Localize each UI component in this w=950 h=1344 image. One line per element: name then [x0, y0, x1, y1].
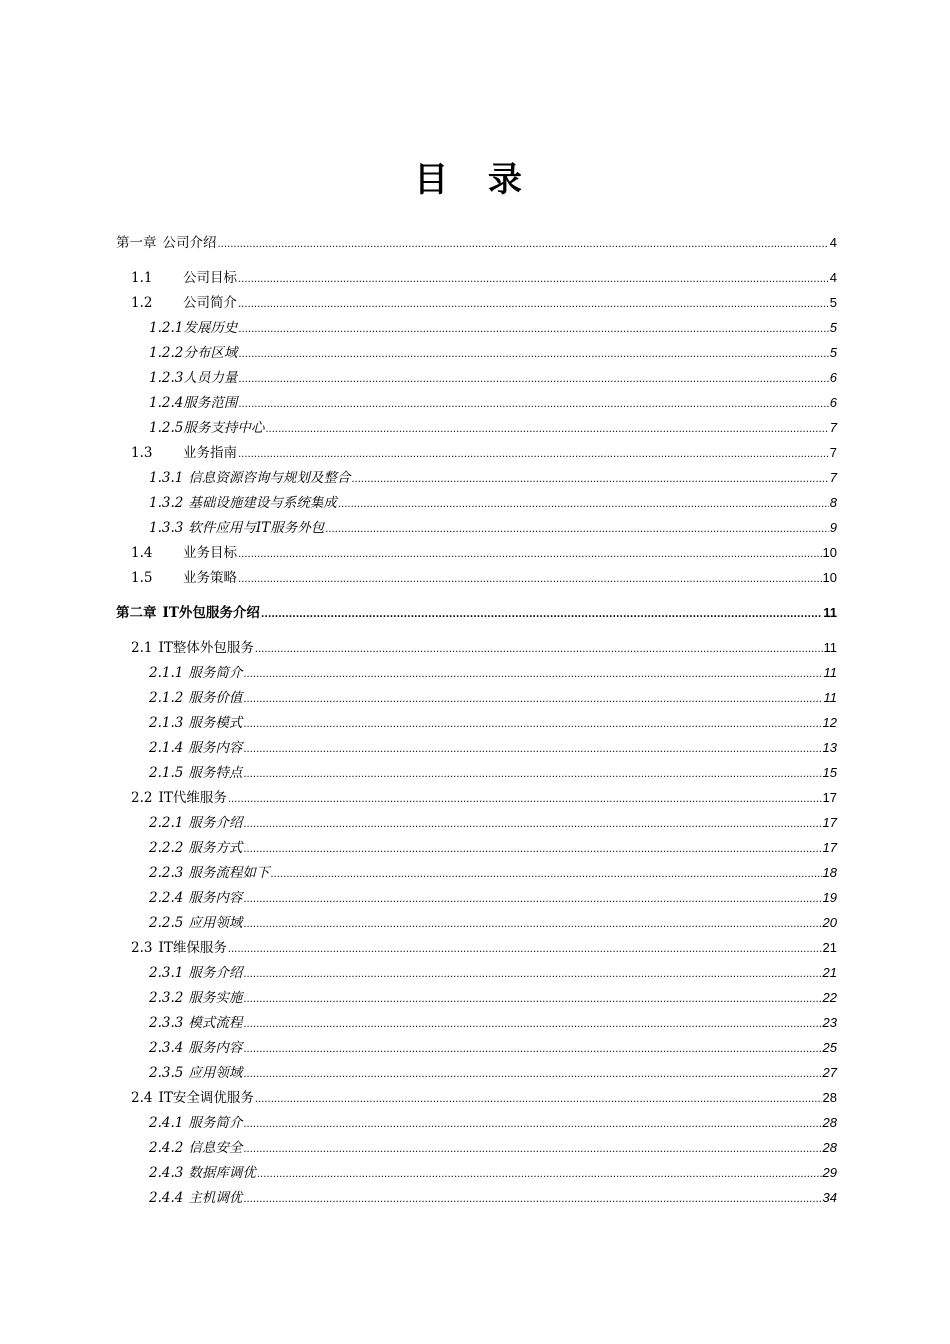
toc-number: 1.2.5: [149, 420, 184, 436]
dot-leader: [238, 342, 828, 366]
dot-leader: [218, 232, 829, 256]
dot-leader: [243, 837, 821, 861]
toc-entry-1-4[interactable]: [131, 542, 837, 564]
toc-label: 服务支持中心: [183, 420, 265, 436]
dot-leader: [228, 787, 822, 811]
toc-number: 2.1.1: [149, 665, 184, 681]
toc-entry-1-2[interactable]: [131, 292, 837, 314]
toc-label: 业务目标: [183, 545, 237, 561]
toc-entry-1-2-2[interactable]: [149, 342, 837, 364]
toc-number: 2.1: [131, 640, 153, 656]
toc-label: 公司目标: [183, 270, 237, 286]
toc-label: 发展历史: [183, 320, 238, 336]
toc-page-number: 25: [822, 1040, 837, 1055]
toc-label: 服务介绍: [188, 965, 243, 981]
dot-leader: [238, 442, 829, 466]
toc-page-number: 5: [829, 295, 837, 310]
toc-number: 2.3: [131, 940, 153, 956]
toc-number: 1.5: [131, 570, 153, 586]
toc-entry-1-3-3[interactable]: [149, 517, 837, 539]
dot-leader: [243, 887, 821, 911]
toc-page-number: 4: [829, 270, 837, 285]
toc-entry-2-1[interactable]: [131, 637, 837, 659]
toc-number: 2.4.2: [149, 1140, 184, 1156]
toc-entry-2-1-5[interactable]: [149, 762, 837, 784]
toc-page-number: 18: [822, 865, 837, 880]
toc-label: 公司介绍: [162, 235, 217, 251]
dot-leader: [238, 292, 829, 316]
dot-leader: [243, 1037, 821, 1061]
toc-label: 服务方式: [188, 840, 243, 856]
toc-label: 公司简介: [183, 295, 237, 311]
dot-leader: [351, 467, 828, 491]
toc-entry-2-4-2[interactable]: [149, 1137, 837, 1159]
dot-leader: [261, 602, 822, 626]
dot-leader: [255, 1087, 822, 1111]
toc-page-number: 21: [822, 940, 837, 955]
toc-page-number: 17: [822, 815, 837, 830]
toc-label: 分布区域: [183, 345, 238, 361]
dot-leader: [243, 962, 821, 986]
toc-label: 服务范围: [183, 395, 238, 411]
toc-entry-2-4-1[interactable]: [149, 1112, 837, 1134]
toc-number: 2.2.3: [149, 865, 184, 881]
dot-leader: [243, 1137, 821, 1161]
toc-entry-1-3-2[interactable]: [149, 492, 837, 514]
toc-number: 2.2: [131, 790, 153, 806]
toc-number: 2.2.2: [149, 840, 184, 856]
toc-entry-2-2-4[interactable]: [149, 887, 837, 909]
dot-leader: [338, 492, 829, 516]
dot-leader: [238, 367, 828, 391]
toc-page-number: 11: [823, 690, 837, 705]
toc-label: 服务模式: [188, 715, 243, 731]
dot-leader: [243, 712, 821, 736]
toc-entry-2-4-3[interactable]: [149, 1162, 837, 1184]
toc-number: 2.3.1: [149, 965, 184, 981]
toc-number: 1.2.4: [149, 395, 184, 411]
toc-label: IT安全调优服务: [158, 1090, 254, 1106]
toc-page-number: 11: [823, 665, 837, 680]
toc-entry-1-1[interactable]: [131, 267, 837, 289]
toc-number: 1.3: [131, 445, 153, 461]
dot-leader: [243, 812, 821, 836]
toc-page-number: 22: [822, 990, 837, 1005]
toc-label: IT维保服务: [158, 940, 227, 956]
toc-entry-2-4-4[interactable]: [149, 1187, 837, 1209]
dot-leader: [255, 637, 823, 661]
dot-leader: [243, 1187, 821, 1211]
toc-chapter-1[interactable]: [116, 232, 837, 254]
toc-label: 服务简介: [188, 665, 243, 681]
toc-number: 2.2.5: [149, 915, 184, 931]
toc-page-number: 21: [822, 965, 837, 980]
toc-entry-1-3-1[interactable]: [149, 467, 837, 489]
toc-number: 2.3.4: [149, 1040, 184, 1056]
dot-leader: [243, 762, 821, 786]
toc-number: 2.3.2: [149, 990, 184, 1006]
toc-label: IT整体外包服务: [158, 640, 254, 656]
toc-number: 第一章: [116, 235, 157, 251]
toc-label: 数据库调优: [188, 1165, 256, 1181]
dot-leader: [243, 912, 821, 936]
toc-label: 应用领域: [188, 915, 243, 931]
toc-page-number: 6: [829, 395, 837, 410]
toc-entry-1-2-3[interactable]: [149, 367, 837, 389]
toc-label: 服务简介: [188, 1115, 243, 1131]
dot-leader: [238, 542, 822, 566]
toc-number: 1.2.1: [149, 320, 184, 336]
toc-label: 基础设施建设与系统集成: [188, 495, 337, 511]
toc-page-number: 29: [822, 1165, 837, 1180]
toc-label: 人员力量: [183, 370, 238, 386]
toc-number: 2.3.5: [149, 1065, 184, 1081]
toc-label: 服务流程如下: [188, 865, 270, 881]
toc-number: 2.2.1: [149, 815, 184, 831]
toc-page-number: 7: [829, 470, 837, 485]
toc-label: 业务策略: [183, 570, 237, 586]
toc-number: 2.2.4: [149, 890, 184, 906]
toc-number: 1.2.2: [149, 345, 184, 361]
toc-entry-2-2-2[interactable]: [149, 837, 837, 859]
toc-entry-2-2[interactable]: [131, 787, 837, 809]
toc-label: 服务特点: [188, 765, 243, 781]
toc-number: 1.4: [131, 545, 153, 561]
toc-label: 服务内容: [188, 740, 243, 756]
toc-page-number: 7: [829, 445, 837, 460]
toc-label: 服务实施: [188, 990, 243, 1006]
toc-entry-1-2-1[interactable]: [149, 317, 837, 339]
toc-page-number: 11: [823, 605, 837, 620]
toc-label: IT外包服务介绍: [162, 605, 260, 621]
page-title: 目 录: [414, 160, 536, 200]
toc-entry-2-3[interactable]: [131, 937, 837, 959]
toc-page-number: 28: [822, 1115, 837, 1130]
toc-entry-2-3-1[interactable]: [149, 962, 837, 984]
toc-page-number: 27: [822, 1065, 837, 1080]
toc-page-number: 4: [829, 235, 837, 250]
dot-leader: [270, 862, 821, 886]
dot-leader: [238, 317, 828, 341]
toc-page-number: 13: [822, 740, 837, 755]
toc-label: 软件应用与IT服务外包: [188, 520, 325, 536]
toc-page-number: 7: [829, 420, 837, 435]
toc-entry-2-3-4[interactable]: [149, 1037, 837, 1059]
dot-leader: [238, 392, 828, 416]
toc-number: 2.1.4: [149, 740, 184, 756]
toc-label: 模式流程: [188, 1015, 243, 1031]
toc-page-number: 10: [822, 570, 837, 585]
toc-page-number: 19: [822, 890, 837, 905]
toc-number: 2.4.4: [149, 1190, 184, 1206]
toc-number: 2.4.3: [149, 1165, 184, 1181]
dot-leader: [243, 737, 821, 761]
toc-entry-1-5[interactable]: [131, 567, 837, 589]
toc-page-number: 17: [822, 790, 837, 805]
toc-page-number: 15: [822, 765, 837, 780]
toc-entry-2-2-5[interactable]: [149, 912, 837, 934]
toc-page-number: 5: [829, 345, 837, 360]
dot-leader: [243, 987, 821, 1011]
toc-number: 1.3.3: [149, 520, 184, 536]
toc-label: 服务价值: [188, 690, 243, 706]
toc-label: 应用领域: [188, 1065, 243, 1081]
dot-leader: [243, 1012, 821, 1036]
toc-number: 1.1: [131, 270, 153, 286]
toc-page-number: 17: [822, 840, 837, 855]
toc-page-number: 28: [822, 1140, 837, 1155]
toc-page-number: 23: [822, 1015, 837, 1030]
toc-page-number: 9: [829, 520, 837, 535]
toc-page-number: 20: [822, 915, 837, 930]
dot-leader: [257, 1162, 822, 1186]
toc-entry-2-2-3[interactable]: [149, 862, 837, 884]
toc-page-number: 10: [822, 545, 837, 560]
toc-label: 服务介绍: [188, 815, 243, 831]
toc-entry-2-3-5[interactable]: [149, 1062, 837, 1084]
toc-entry-2-4[interactable]: [131, 1087, 837, 1109]
toc-page-number: 28: [822, 1090, 837, 1105]
toc-label: 服务内容: [188, 890, 243, 906]
dot-leader: [243, 1062, 821, 1086]
toc-entry-1-3[interactable]: [131, 442, 837, 464]
toc-number: 2.3.3: [149, 1015, 184, 1031]
toc-entry-2-1-1[interactable]: [149, 662, 837, 684]
toc-entry-2-2-1[interactable]: [149, 812, 837, 834]
toc-number: 2.1.2: [149, 690, 184, 706]
toc-page-number: 5: [829, 320, 837, 335]
toc-entry-2-3-2[interactable]: [149, 987, 837, 1009]
dot-leader: [265, 417, 828, 441]
toc-number: 2.4: [131, 1090, 153, 1106]
toc-number: 2.1.3: [149, 715, 184, 731]
toc-page-number: 12: [822, 715, 837, 730]
toc-chapter-2[interactable]: [116, 602, 837, 624]
toc-label: 主机调优: [188, 1190, 243, 1206]
toc-page-number: 11: [823, 640, 837, 655]
toc-entry-2-1-4[interactable]: [149, 737, 837, 759]
toc-entry-2-1-3[interactable]: [149, 712, 837, 734]
toc-label: 业务指南: [183, 445, 237, 461]
dot-leader: [243, 1112, 821, 1136]
dot-leader: [238, 267, 829, 291]
toc-label: 信息资源咨询与规划及整合: [188, 470, 351, 486]
toc-label: 信息安全: [188, 1140, 243, 1156]
dot-leader: [325, 517, 829, 541]
dot-leader: [243, 687, 822, 711]
toc-entry-1-2-4[interactable]: [149, 392, 837, 414]
dot-leader: [228, 937, 822, 961]
toc-entry-1-2-5[interactable]: [149, 417, 837, 439]
toc-page-number: 8: [829, 495, 837, 510]
toc-label: 服务内容: [188, 1040, 243, 1056]
toc-entry-2-3-3[interactable]: [149, 1012, 837, 1034]
toc-page-number: 34: [822, 1190, 837, 1205]
toc-entry-2-1-2[interactable]: [149, 687, 837, 709]
toc-number: 2.1.5: [149, 765, 184, 781]
toc-number: 1.2.3: [149, 370, 184, 386]
toc-number: 第二章: [116, 605, 157, 621]
dot-leader: [238, 567, 822, 591]
toc-number: 2.4.1: [149, 1115, 184, 1131]
toc-number: 1.3.2: [149, 495, 184, 511]
toc-page-number: 6: [829, 370, 837, 385]
toc-number: 1.2: [131, 295, 153, 311]
toc-number: 1.3.1: [149, 470, 184, 486]
dot-leader: [243, 662, 822, 686]
toc-label: IT代维服务: [158, 790, 227, 806]
